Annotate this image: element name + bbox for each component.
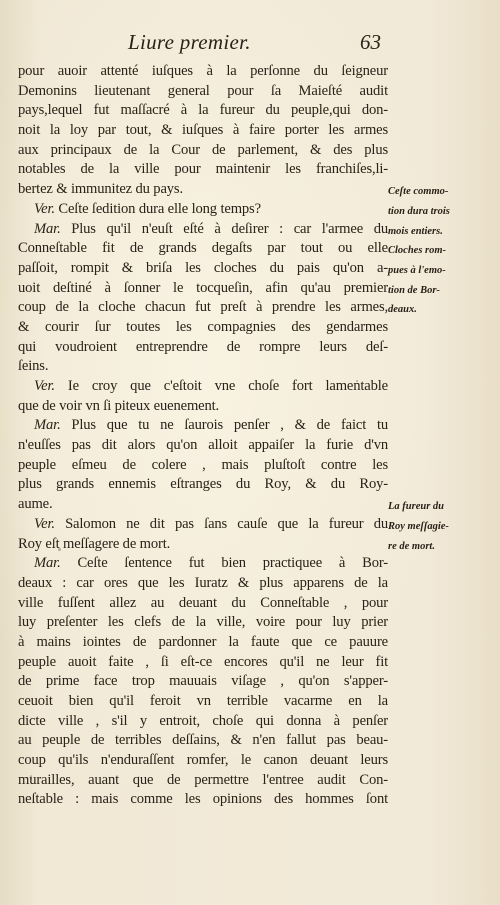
text-line [18, 141, 388, 161]
speaker-label: Mar. [34, 417, 61, 434]
line-text: coup de la cloche chacun fut preſt à prendre les armes, [18, 299, 388, 316]
text-line [18, 475, 388, 495]
line-text: Roy eſt meſſagere de mort. [18, 535, 171, 552]
text-line [18, 82, 388, 102]
line-text: de prime face trop mauuais viſage , qu'on s'apper- [18, 673, 388, 690]
line-text: notables de la ville pour maintenir les franchiſes,li- [18, 161, 388, 178]
text-line [18, 200, 388, 220]
ink-speck [356, 380, 358, 382]
text-line [18, 298, 388, 318]
ink-speck [58, 548, 61, 551]
text-line [18, 160, 388, 180]
ink-speck [30, 775, 32, 781]
text-line [18, 121, 388, 141]
line-text: Conneſtable fit de grands degaſts par tout ou elle [18, 240, 388, 257]
line-text: murailles, auant que de permettre l'entree audit Con- [18, 771, 388, 788]
marginal-note-line: pues à l'emo- [388, 265, 446, 276]
page-header [0, 30, 500, 58]
text-line [18, 633, 388, 653]
line-text: Ie croy que c'eſtoit vne choſe fort lamentable [67, 378, 389, 394]
running-title: Liure premier. [128, 30, 251, 54]
text-line [18, 672, 388, 692]
text-line [18, 279, 388, 299]
text-line [18, 416, 388, 436]
line-text: ville fuſſent allez au deuant du Conneſtable , pour [18, 594, 388, 611]
body-text [18, 62, 388, 810]
text-line [18, 751, 388, 771]
text-line [18, 377, 388, 397]
marginal-note-line: mois entiers. [388, 225, 443, 237]
line-text: & courir ſur toutes les compagnies des gendarmes [18, 318, 388, 335]
line-text: Plus qu'il n'euſt eſté à deſirer : car l'armee du [71, 220, 388, 237]
marginal-note-line: Cloches rom- [388, 245, 447, 257]
line-text: aux principaux de la Cour de parlement, & des plus [18, 141, 388, 158]
text-line [18, 712, 388, 732]
text-line [18, 436, 388, 456]
text-line [18, 357, 388, 377]
line-text: bertez & immunitez du pays. [18, 181, 183, 198]
line-text: coup qu'ils n'enduraſſent romfer, le canon deuant leurs [18, 752, 388, 769]
speaker-label: Ver. [34, 378, 55, 394]
text-line [18, 515, 388, 535]
text-line [18, 594, 388, 614]
text-line [18, 62, 388, 82]
line-text: paſſoit, rompit & briſa les cloches du pais qu'on a- [18, 259, 388, 276]
text-line [18, 692, 388, 712]
marginal-note [388, 497, 488, 556]
marginal-note-line: tion dura trois [388, 205, 450, 217]
line-text: Ceſte ſedition dura elle long temps? [58, 200, 261, 217]
text-line [18, 338, 388, 358]
line-text: Plus que tu ne ſaurois penſer , & de faict tu [71, 417, 388, 434]
line-text: Demonins lieutenant general pour ſa Maieſté audit [18, 82, 388, 99]
speaker-label: Mar. [34, 220, 61, 237]
line-text: Salomon ne dit pas ſans cauſe que la fureur du [65, 515, 388, 532]
line-text: aume. [18, 496, 53, 513]
text-line [18, 456, 388, 476]
text-line [18, 495, 388, 515]
text-line [18, 790, 388, 810]
speaker-label: Ver. [34, 200, 55, 217]
marginal-note-line: La fureur du [388, 501, 445, 513]
text-line [18, 535, 388, 555]
line-text: ſeins. [18, 358, 49, 375]
line-text: qui voudroient entreprendre de rompre leurs deſ- [18, 338, 388, 355]
line-text: pour auoir attenté iuſques à la perſonne du ſeigneur [18, 63, 388, 79]
line-text: noit la loy par tout, & iuſques à faire porter les armes [18, 122, 388, 139]
line-text: luy preſenter les clefs de la ville, voire pour luy prier [18, 614, 388, 631]
text-line [18, 613, 388, 633]
speaker-label: Ver. [34, 515, 55, 532]
text-line [18, 259, 388, 279]
line-text: dicte ville , s'il y entroit, choſe qui donna à penſer [18, 712, 388, 729]
text-line [18, 574, 388, 594]
line-text: que de voir vn ſi piteux euenement. [18, 397, 220, 414]
marginal-note-line: Roy meſſagie- [388, 521, 449, 533]
text-line [18, 220, 388, 240]
text-line [18, 653, 388, 673]
line-text: ceuoit bien qu'il feroit vn terrible vacarme en la [18, 693, 388, 709]
marginal-note [388, 182, 488, 241]
line-text: plus grands ennemis eſtranges du Roy, & du Roy- [18, 476, 388, 493]
marginal-note-line: re de mort. [388, 540, 435, 552]
text-line [18, 554, 388, 574]
line-text: peuple auoit faite , ſi eſt-ce encores qu'il ne leur fit [18, 653, 388, 670]
line-text: pays,lequel fut maſſacré à la fureur du peuple,qui don- [18, 102, 388, 119]
marginal-note-line: Ceſte commo- [388, 186, 449, 198]
text-line [18, 731, 388, 751]
text-line [18, 180, 388, 200]
marginal-note-line: tion de Bor- [388, 284, 440, 296]
marginal-note-line: deaux. [388, 304, 417, 316]
line-text: uoit deſtiné à ſonner le tocqueſin, afin qu'au premier [18, 279, 388, 296]
text-line [18, 771, 388, 791]
speaker-label: Mar. [34, 555, 61, 572]
line-text: à mains iointes de pardonner la faute que ce pauure [18, 633, 388, 650]
line-text: peuple eſmeu de colere , mais pluſtoſt contre les [18, 456, 388, 473]
text-line [18, 318, 388, 338]
marginal-note [388, 241, 488, 320]
line-text: neſtable : mais comme les opinions des hommes ſont [18, 791, 388, 808]
line-text: n'euſſes pas dit alors qu'on alloit appaiſer la furie d'vn [18, 437, 388, 454]
line-text: Ceſte ſentence fut bien practiquee à Bor- [77, 555, 388, 572]
line-text: au peuple de terribles deſſains, & n'en fallut pas beau- [18, 732, 388, 749]
page-number: 63 [360, 30, 381, 54]
text-line [18, 397, 388, 417]
text-line [18, 101, 388, 121]
line-text: deaux : car ores que les Iuratz & plus apparens de la [18, 574, 388, 591]
text-line [18, 239, 388, 259]
